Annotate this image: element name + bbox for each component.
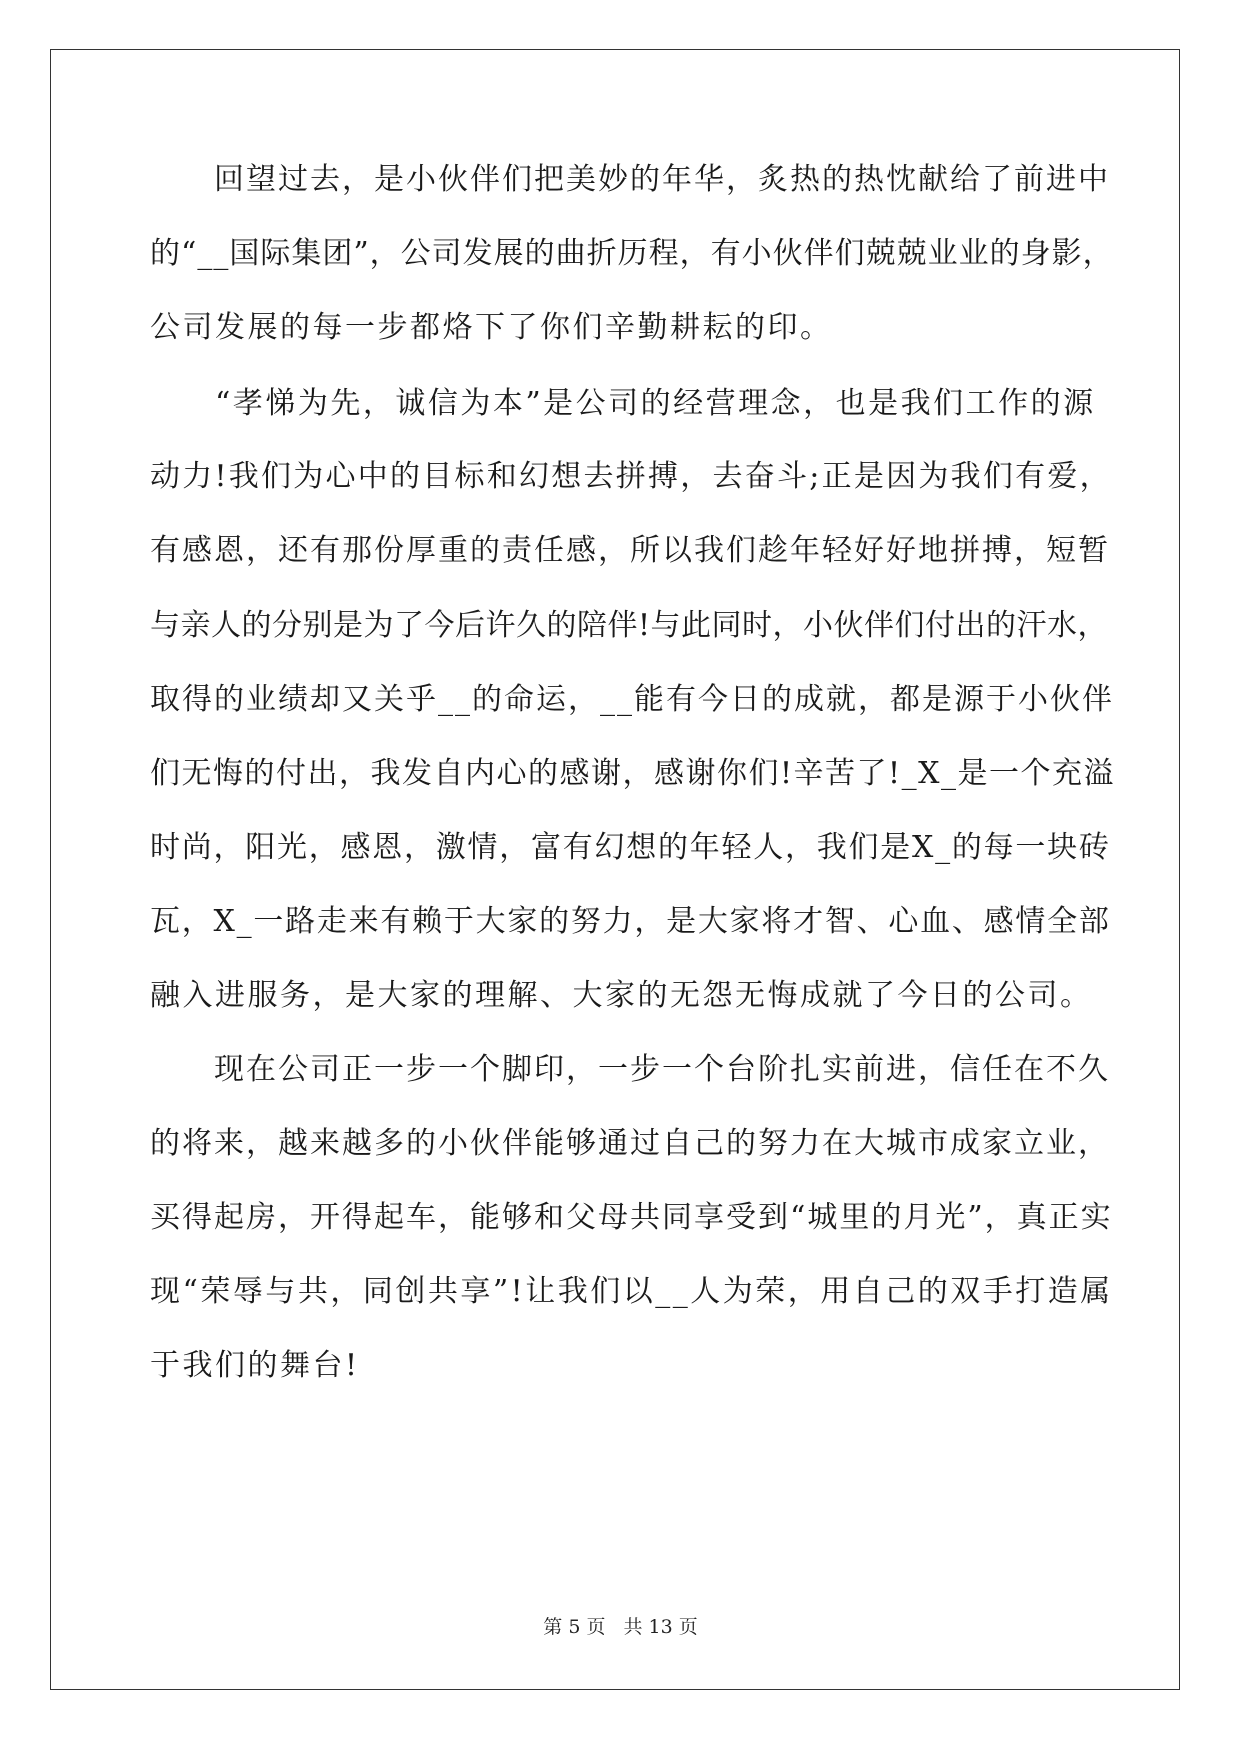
text-line: “孝悌为先，诚信为本”是公司的经营理念，也是我们工作的源	[150, 386, 1096, 421]
text-line: 买得起房，开得起车，能够和父母共同享受到“城里的月光”，真正实	[150, 1200, 1113, 1235]
page-total: 共 13 页	[623, 1616, 698, 1638]
text-line: 瓦，X_一路走来有赖于大家的努力，是大家将才智、心血、感情全部	[150, 904, 1111, 939]
text-line: 现“荣辱与共，同创共享”!让我们以__人为荣，用自己的双手打造属	[150, 1274, 1113, 1309]
text-line: 于我们的舞台!	[150, 1348, 360, 1383]
text-line: 公司发展的每一步都烙下了你们辛勤耕耘的印。	[150, 310, 833, 345]
text-line: 时尚，阳光，感恩，激情，富有幻想的年轻人，我们是X_的每一块砖	[150, 830, 1111, 865]
text-line: 有感恩，还有那份厚重的责任感，所以我们趁年轻好好地拼搏，短暂	[150, 533, 1110, 568]
text-line: 的“__国际集团”，公司发展的曲折历程，有小伙伴们兢兢业业的身影，	[150, 236, 1114, 271]
text-line: 回望过去，是小伙伴们把美妙的年华，炙热的热忱献给了前进中	[150, 162, 1110, 197]
page-border	[50, 49, 1180, 1690]
page-footer	[0, 1612, 1241, 1639]
text-line: 融入进服务，是大家的理解、大家的无怨无悔成就了今日的公司。	[150, 978, 1093, 1013]
text-line: 取得的业绩却又关乎__的命运，__能有今日的成就，都是源于小伙伴	[150, 682, 1114, 717]
text-line: 与亲人的分别是为了今后许久的陪伴!与此同时，小伙伴们付出的汗水，	[150, 608, 1109, 643]
text-line: 动力!我们为心中的目标和幻想去拼搏，去奋斗;正是因为我们有爱，	[150, 459, 1112, 494]
page-number: 第 5 页	[543, 1616, 606, 1638]
text-line: 们无悔的付出，我发自内心的感谢，感谢你们!辛苦了!_X_是一个充溢	[150, 756, 1115, 791]
text-line: 的将来，越来越多的小伙伴能够通过自己的努力在大城市成家立业，	[150, 1126, 1110, 1161]
text-line: 现在公司正一步一个脚印，一步一个台阶扎实前进，信任在不久	[150, 1052, 1110, 1087]
